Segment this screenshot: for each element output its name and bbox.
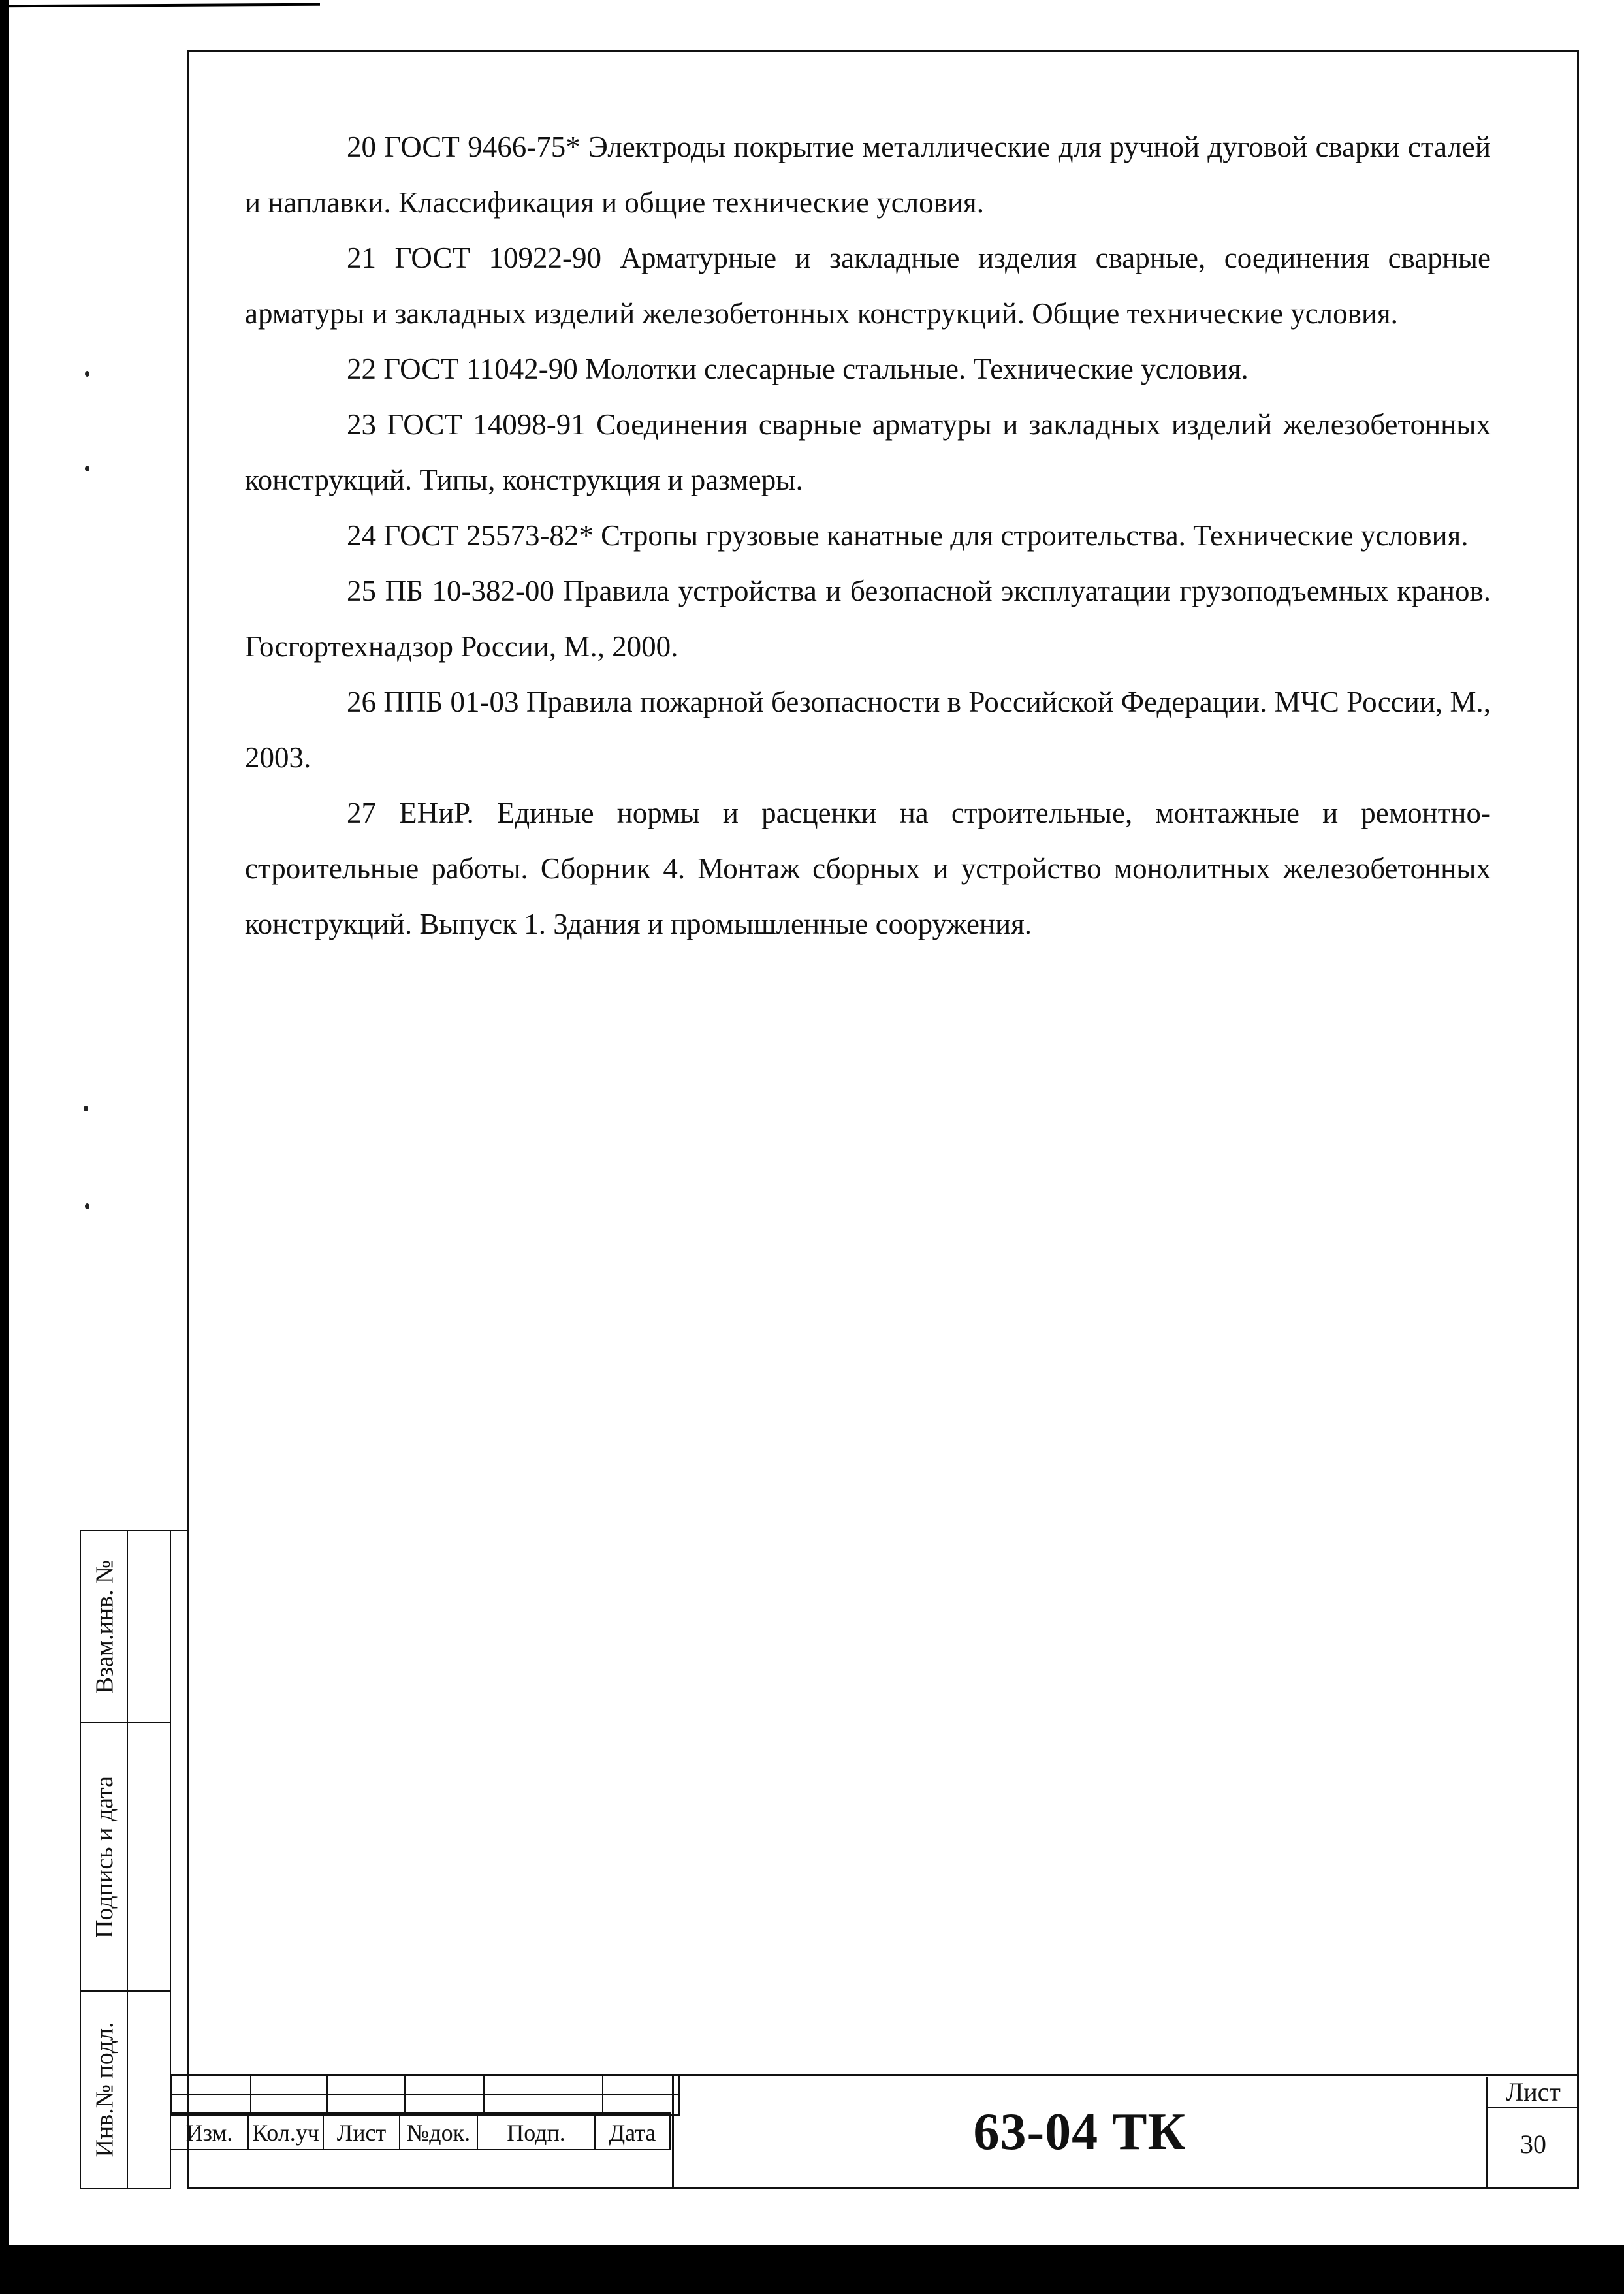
scan-speck xyxy=(85,1203,89,1209)
side-stamp-signature xyxy=(80,1722,171,1992)
title-block-grid xyxy=(171,2074,680,2116)
header-podp: Подп. xyxy=(477,2112,596,2150)
side-stamp-label: Подпись и дата xyxy=(91,1776,119,1938)
sheet-box xyxy=(1486,2077,1579,2189)
reference-item: 25 ПБ 10-382-00 Правила устройства и безопасной эксплуатации грузоподъемных кранов. Госгортехнадзор России, М., 2000. xyxy=(245,575,1491,663)
reference-item: 27 ЕНиР. Единые нормы и расценки на строительные, монтажные и ремонтно-строительные работы. Сборник 4. Монтаж сборных и устройство монолитных железобетонных конструкций. Выпуск 1. Здания и промышленные сооружения. xyxy=(245,797,1491,940)
sheet-number: 30 xyxy=(1520,2129,1546,2159)
reference-list xyxy=(245,119,1491,952)
reference-item: 22 ГОСТ 11042-90 Молотки слесарные стальные. Технические условия. xyxy=(347,353,1249,385)
sheet-label: Лист xyxy=(1488,2077,1579,2108)
side-stamp-label: Взам.инв. № xyxy=(91,1559,119,1694)
reference-item: 21 ГОСТ 10922-90 Арматурные и закладные изделия сварные, соединения сварные арматуры и закладных изделий железобетонных конструкций. Общие технические условия. xyxy=(245,242,1491,330)
reference-item: 26 ППБ 01-03 Правила пожарной безопасности в Российской Федерации. МЧС России, М., 2003. xyxy=(245,686,1491,774)
scan-speck xyxy=(85,371,89,377)
scan-speck xyxy=(85,466,89,471)
scan-edge-left xyxy=(0,0,9,2294)
reference-item: 24 ГОСТ 25573-82* Стропы грузовые канатные для строительства. Технические условия. xyxy=(347,519,1469,552)
side-stamp-inventory xyxy=(80,1990,171,2189)
reference-item: 20 ГОСТ 9466-75* Электроды покрытие металлические для ручной дуговой сварки сталей и наплавки. Классификация и общие технические условия. xyxy=(245,131,1491,219)
header-list: Лист xyxy=(323,2112,400,2150)
reference-item: 23 ГОСТ 14098-91 Соединения сварные арматуры и закладных изделий железобетонных конструкций. Типы, конструкция и размеры. xyxy=(245,408,1491,496)
scan-edge-bottom xyxy=(0,2245,1624,2294)
header-izm: Изм. xyxy=(170,2112,249,2150)
side-stamp-label: Инв.№ подл. xyxy=(91,2022,119,2158)
scan-speck xyxy=(84,1106,88,1111)
title-block-headers xyxy=(171,2112,671,2150)
header-data: Дата xyxy=(594,2112,671,2150)
stamp-connector xyxy=(124,1530,187,1531)
side-stamp-replacement xyxy=(80,1530,171,1723)
header-kol-uch: Кол.уч xyxy=(247,2112,324,2150)
scan-edge-top xyxy=(0,3,320,8)
document-code: 63-04 ТК xyxy=(973,2103,1186,2161)
header-ndok: №док. xyxy=(399,2112,478,2150)
